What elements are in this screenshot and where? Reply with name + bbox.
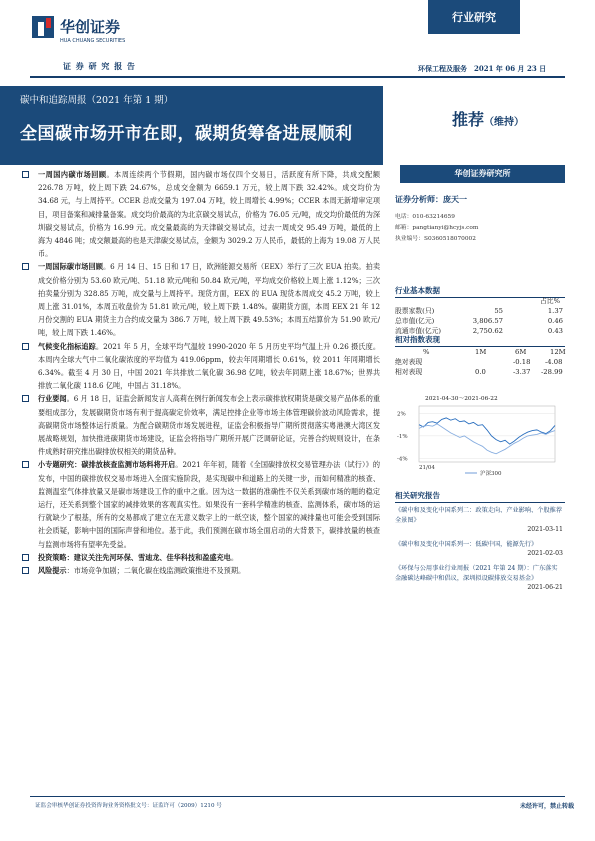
- index-cell: -0.18: [513, 358, 531, 366]
- report-title: 全国碳市场开市在即，碳期货筹备进展顺利: [20, 124, 353, 144]
- related-report-title[interactable]: 《环保与公用事业行业周报（2021 年第 24 期）：广东落实金融碳达峰碳中和倡议，深圳拟设碳排放交易基金》: [395, 564, 558, 582]
- bullet-lead: 一周国内碳市场回顾: [38, 170, 107, 179]
- index-header-cell: 6M: [515, 348, 527, 356]
- bullet-lead: 一周国际碳市场回顾: [38, 262, 103, 272]
- bullet-international: [20, 260, 380, 339]
- header-divider: [30, 76, 565, 78]
- bullet-text: 。: [230, 552, 238, 562]
- index-perf-divider: [395, 346, 565, 347]
- basic-header: 占比%: [540, 297, 561, 305]
- relative-performance-chart: [395, 392, 565, 480]
- y-tick-label: -1%: [397, 433, 408, 440]
- report-type: 证 券 研 究 报 告: [63, 61, 136, 71]
- sector-date: 环保工程及服务 2021 年 06 月 23 日: [418, 64, 547, 73]
- basic-row-value: 55: [494, 307, 503, 315]
- rating-note: （维持）: [484, 117, 525, 128]
- bullet-lead: 小专题研究：碳排放核查监测市场料将开启: [38, 460, 176, 470]
- index-row-label: 绝对表现: [395, 358, 423, 366]
- basic-row-label: 总市值(亿元): [395, 317, 435, 325]
- plot-frame: [419, 406, 555, 462]
- logo-en: HUA CHUANG SECURITIES: [60, 38, 126, 44]
- analyst: [395, 194, 467, 205]
- institute-name: 华创证券研究所: [454, 168, 511, 178]
- index-cell: 0.0: [475, 368, 486, 376]
- analyst-name: 庞天一: [443, 194, 467, 204]
- bullet-domestic: [20, 168, 380, 260]
- index-row-label: 相对表现: [395, 368, 423, 376]
- analyst-email: 邮箱：pangtianyi@hcyjs.com: [395, 225, 479, 231]
- analyst-license: 执业编号：S0360518070002: [395, 236, 476, 242]
- index-cell: -4.08: [545, 358, 563, 366]
- related-report-date: 2021-02-03: [527, 550, 563, 558]
- bullet-lead: 行业要闻: [38, 394, 67, 404]
- basic-row-pct: 0.46: [547, 317, 563, 325]
- basic-row-label: 股票家数(只): [395, 307, 435, 315]
- related-report-date: 2021-03-11: [527, 526, 563, 534]
- bullet-climate: [20, 340, 380, 393]
- chart-title: 2021-04-30～2021-06-22: [425, 396, 498, 402]
- bullet-text: 。6 月 14 日、15 日和 17 日，欧洲能源交易所（EEX）举行了三次 EUA 拍卖。拍卖成交价格分别为 53.60 欧元/吨、51.18 欧元/吨和 50.84 欧元/吨，平均成交价格较上周上涨 1.12%；三次拍卖量分别为 328.85 万吨，成交量与上周持平。现货方面，EEX 的 EUA 现货本周成交 45.2 万吨，较上周上涨 31.01%，本周五收盘价为 51.81 欧元/吨，较上周下跌 1.48%。碳期货方面，本周 EEX 21 年 12 月份交割的 EUA 期货主力合约成交量为 386.7 万吨，较上周下跌 49.53%；本周五结算价为 51.90 欧元/吨，较上周下跌 1.46%。: [38, 262, 380, 338]
- basic-row-pct: 0.43: [547, 327, 563, 335]
- category-tag: 行业研究: [452, 11, 496, 24]
- related-reports-list: [395, 506, 563, 598]
- x-tick-label: 21/04: [419, 465, 435, 471]
- chart-svg: [395, 392, 565, 480]
- bullet-square-icon: [22, 461, 29, 468]
- summary-body: [20, 168, 380, 577]
- y-tick-label: -4%: [397, 456, 408, 463]
- index-perf-title: 相对指数表现: [395, 335, 440, 344]
- related-reports-title: 相关研究报告: [395, 491, 440, 500]
- bullet-square-icon: [22, 171, 29, 178]
- footer-license: 证监会审核华创证券投资咨询业务资格批文号：证监许可（2009）1210 号: [35, 803, 222, 809]
- basic-row-value: 3,806.57: [472, 317, 503, 325]
- logo-cn: 华创证券: [60, 18, 121, 36]
- related-report-date: 2021-06-21: [527, 584, 563, 592]
- basic-row-pct: 1.37: [547, 307, 563, 315]
- bullet-square-icon: [22, 567, 29, 574]
- bullet-text: 。6 月 18 日，证监会新闻发言人高莉在例行新闻发布会上表示碳排放权期货是碳交易产品体系的重要组成部分，发展碳期货市场有利于提高碳定价效率，满足控排企业等市场主体管理碳价波动风险需求，提高碳期货市场整体运行质量。为配合碳期货市场发展进程，证监会积极指导广期所贯彻落实粤港澳大湾区发展战略规划，加快推进碳期货市场建设，证监会将指导广期所开展广泛调研论证，完善合约规则设计，在条件成熟时研究推出碳排放权相关的期货品种。: [38, 394, 380, 457]
- index-header-cell: 12M: [550, 348, 566, 356]
- bullet-square-icon: [22, 554, 29, 561]
- bullet-lead: 气候变化指标追踪: [38, 341, 96, 351]
- bullet-text: ：市场竞争加剧；二氧化碳在线监测政策推进不及预期。: [66, 566, 246, 576]
- rating: [452, 107, 524, 130]
- bullet-text: 。本周连续两个节假期，国内碳市场仅四个交易日，活跃度有所下降，共成交配额 226.78 万吨，较上周下跌 24.67%，总成交金额为 6659.1 万元，较上周下跌 32.42%。成交均价为 34.68 元，与上周持平。CCER 总成交量为 197.04 万吨，较上周增长 4.99%；CCER 本周无新增审定项目，项目备案和减排量备案。成交均价最高的为北京碳交易试点，价格为 76.05 元/吨，成交均价最低的为深圳碳交易试点，价格为 16.99 元。成交量最高的为天津碳交易试点，过去一周成交 95.49 万吨，最低的上海为 4846 吨；成交额最高的也是天津碳交易试点，金额为 3029.2 万人民币，最低的上海为 19.08 万人民币。: [38, 170, 380, 259]
- analyst-phone: 电话：010-63214659: [395, 214, 455, 220]
- bullet-square-icon: [22, 263, 29, 270]
- legend-label: 沪深300: [480, 471, 502, 477]
- bullet-news: [20, 392, 380, 458]
- rating-value: 推荐: [452, 110, 485, 129]
- bullet-text: 。2021 年年初，随着《全国碳排放权交易管理办法（试行）》的发布，中国的碳排放权交易市场进入全面实施阶段，是实现碳中和道路上的关键一步，而如何精准的核查、监测温室气体排放量又是碳市场建设工作的重中之重。因为这一数据的准确性不仅关系到碳市场的题的稳定运行，还关系到整个国家的减排效果的客观真实性。如果没有一套科学精准的核查、监测体系，碳市场的运行就缺少了根基，所有的交易都成了建立在无意义数字上的一纸空谈，整个国家的减排量也可能会受到国际社会质疑，影响中国的国际声誉和地位。基于此，我们预测在碳市场全面启动的大背景下，碳排放量的核查与监测市场将有望率先受益。: [38, 460, 380, 549]
- analyst-contact: [395, 212, 478, 245]
- bullet-strategy: [20, 551, 380, 564]
- basic-row-label: 流通市值(亿元): [395, 327, 442, 335]
- bullet-special: [20, 458, 380, 550]
- footer-copyright: 未经许可，禁止转载: [520, 803, 575, 810]
- bullet-risk: [20, 564, 380, 577]
- index-header-cell: 1M: [475, 348, 487, 356]
- series-line-1: [419, 424, 555, 454]
- bullet-square-icon: [22, 395, 29, 402]
- basic-row-value: 2,750.62: [472, 327, 503, 335]
- index-cell: -28.99: [541, 368, 563, 376]
- bullet-text: 。2021 年 5 月，全球平均气温较 1990-2020 年 5 月历史平均气温上升 0.26 摄氏度。本周内全球大气中二氧化碳浓度的平均值为 419.06ppm，较去年同期增长 0.61%，较 2011 年同期增长 6.34%。截至 4 月 30 日，中国 2021 年共排放二氧化碳 36.98 亿吨，较去年同期上涨 18.67%；世界共排放二氧化碳 118.6 亿吨，中国占 31.18%。: [38, 341, 380, 391]
- related-reports-divider: [395, 502, 565, 503]
- footer-divider: [30, 796, 565, 797]
- company-logo: [30, 12, 145, 52]
- basic-data-title: 行业基本数据: [395, 286, 440, 295]
- bullet-square-icon: [22, 343, 29, 350]
- bullet-lead: 投资策略：建议关注先河环保、雪迪龙、佳华科技和盈盛充电: [38, 552, 231, 562]
- y-tick-label: 2%: [397, 411, 406, 418]
- index-perf-table: [395, 348, 565, 380]
- index-header-cell: %: [423, 348, 430, 356]
- related-report-title[interactable]: 《碳中和及变化中国系列一：低碳中国，能源先行》: [395, 540, 538, 548]
- bullet-lead: 风险提示: [38, 566, 67, 576]
- index-cell: -3.37: [513, 368, 531, 376]
- report-subtitle: 碳中和追踪周报（2021 年第 1 期）: [20, 95, 174, 106]
- analyst-label: 证券分析师：: [395, 194, 443, 204]
- related-report-title[interactable]: 《碳中和及变化中国系列二：政策走向、产业影响、个股推荐全景图》: [395, 507, 563, 524]
- series-line-0: [419, 418, 555, 444]
